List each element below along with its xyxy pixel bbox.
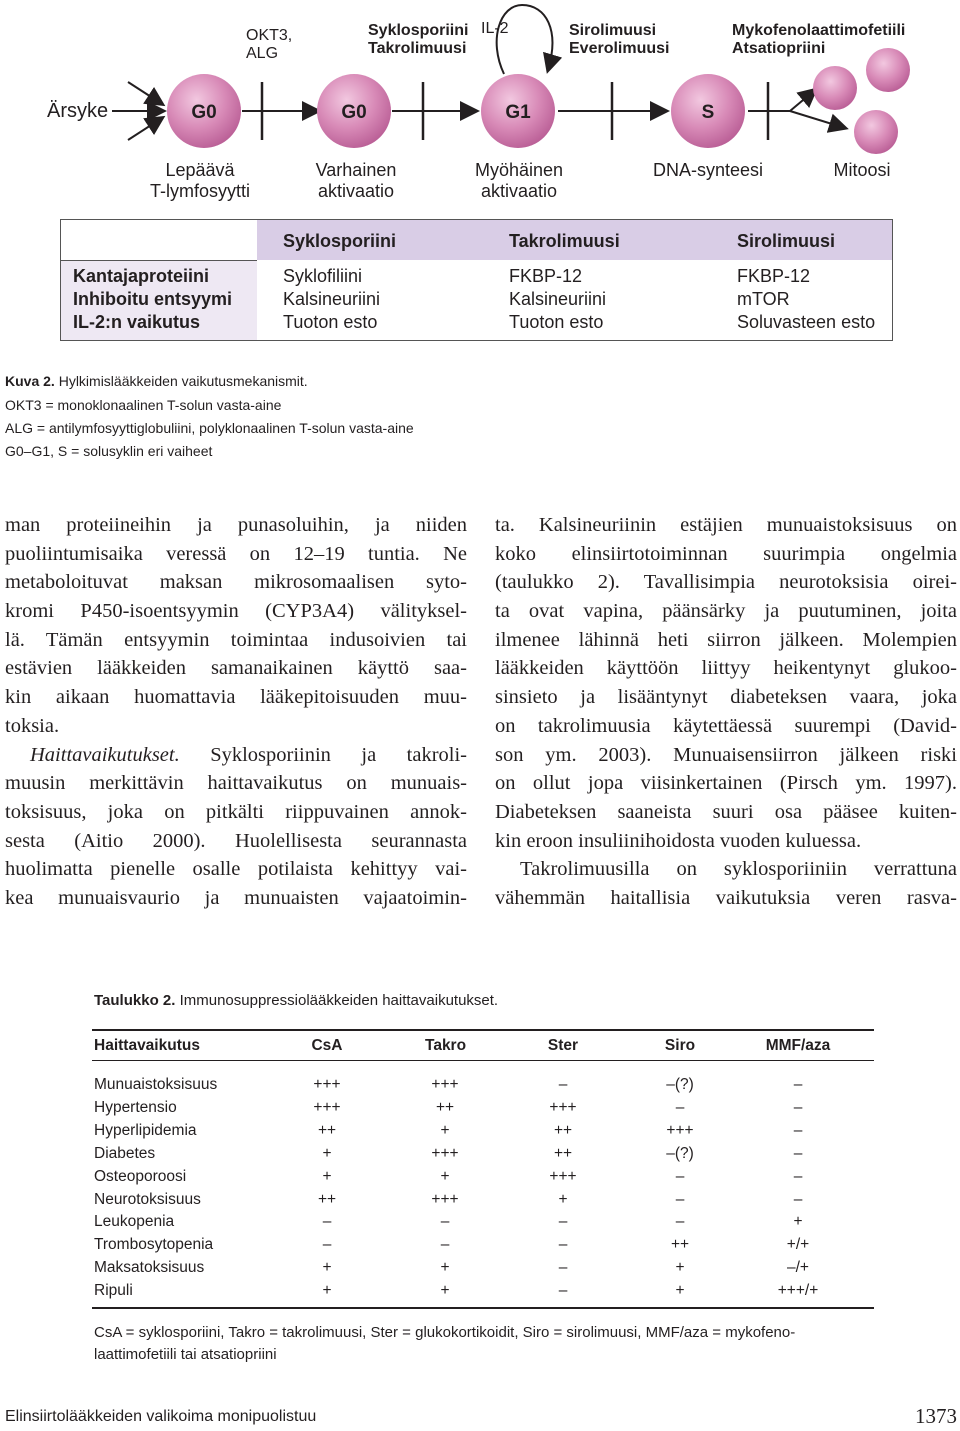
table-cell-value: +++: [313, 1076, 341, 1093]
stage-label-early: Varhainen aktivaatio: [315, 160, 397, 201]
table-header: CsA: [311, 1037, 343, 1054]
table-cell-value: –/+: [787, 1259, 809, 1277]
table-cell-value: +/+: [786, 1236, 810, 1254]
body-column-left: [5, 511, 467, 913]
body-line: vähemmän haitallisia vaikutuksia veren rasva-: [495, 886, 957, 909]
drug-sirolimus-everolimus: Sirolimuusi Everolimuusi: [569, 22, 670, 57]
table-cell-effect: Hyperlipidemia: [94, 1121, 197, 1139]
table-header: Siro: [664, 1037, 696, 1054]
table-cell-value: +++: [431, 1076, 459, 1093]
table-top-rule: [92, 1029, 874, 1031]
table-row: [0, 1122, 960, 1145]
il2-label: IL-2: [481, 20, 509, 37]
table-cell-value: –: [322, 1236, 332, 1254]
table-cell-value: –: [675, 1190, 685, 1208]
body-line: kin eroon insuliinihoidosta vuoden kuluessa.: [495, 829, 862, 852]
table-cell-value: –: [675, 1213, 685, 1231]
daughter-cell-circle-2: [813, 66, 857, 110]
body-line: Takrolimuusilla on syklosporiiniin verrattuna: [520, 858, 957, 881]
table-cell-value: +++: [549, 1098, 577, 1116]
table-cell-value: +++: [666, 1121, 694, 1139]
body-line: metaboloituvat maksan mikrosomaalisen syto-: [5, 571, 467, 594]
table-cell-value: –: [793, 1167, 803, 1185]
table-footnote: CsA = syklosporiini, Takro = takrolimuusi, Ster = glukokortikoidit, Siro = sirolimuusi, MMF/aza = mykofeno- laattimofetiili tai atsatiopriini: [94, 1324, 796, 1363]
body-line: estävien lääkkeiden samanaikainen käyttö saa-: [5, 657, 467, 680]
body-line: kea munuaisvaurio ja munuaisten vajaatoimin-: [5, 886, 467, 909]
table-cell-value: ++: [317, 1121, 337, 1139]
table-row: [0, 1076, 960, 1099]
body-line: sesta (Aitio 2000). Huolellisesta seurannasta: [5, 829, 467, 852]
table-bottom-rule: [92, 1307, 874, 1309]
body-line: sinsieto ja lisääntynyt diabeteksen vaara, joka: [495, 686, 957, 709]
table-row: [0, 1282, 960, 1305]
table-title: Taulukko 2. Immunosuppressiolääkkeiden haittavaikutukset.: [94, 992, 499, 1009]
mechanism-figure: [0, 0, 960, 360]
body-line: (taulukko 2). Tavallisimpia neurotoksisia oirei-: [495, 571, 957, 594]
table-cell-value: –: [675, 1167, 685, 1185]
table-cell-value: +: [322, 1167, 332, 1185]
table-cell-value: +: [440, 1259, 450, 1277]
table-header: Takro: [425, 1037, 467, 1054]
table-cell-value: ++: [553, 1121, 573, 1139]
body-line: ta. Kalsineuriinin estäjien munuaistoksisuus on: [495, 514, 957, 536]
table-cell-effect: Trombosytopenia: [94, 1236, 214, 1254]
mech-col-header: Syklosporiini: [283, 231, 397, 251]
body-line: on ollut jopa viisinkertainen (Pirsch ym. 1997).: [495, 772, 957, 795]
table-cell-value: –: [558, 1213, 568, 1231]
mech-cell: Kalsineuriini: [509, 289, 607, 309]
table-cell-value: –: [793, 1076, 803, 1093]
table-row: [0, 1168, 960, 1191]
table-cell-effect: Hypertensio: [94, 1098, 177, 1116]
body-line: lä. Tämän entsyymin toimintaa indusoivien tai: [5, 628, 467, 651]
table-cell-value: –: [793, 1098, 803, 1116]
body-column-right: [495, 511, 957, 913]
body-line: lääkkeiden käyttöön liittyy heikentynyt glukoo-: [495, 657, 957, 680]
table-cell-effect: Ripuli: [94, 1282, 133, 1300]
stage-label-resting: Lepäävä T-lymfosyytti: [149, 160, 250, 201]
table-cell-effect: Leukopenia: [94, 1213, 175, 1231]
table-cell-value: –: [440, 1213, 450, 1231]
table-row: [0, 1213, 960, 1236]
table-row: [0, 1099, 960, 1122]
section-heading: Haittavaikutukset.: [30, 743, 180, 766]
figure-caption-line: G0–G1, S = solusyklin eri vaiheet: [5, 443, 213, 459]
table-header: Haittavaikutus: [94, 1037, 200, 1054]
table-cell-effect: Maksatoksisuus: [94, 1259, 205, 1277]
mechanism-table: [60, 219, 893, 341]
phase-label-2: G0: [341, 102, 367, 123]
body-line: ta ovat vapina, päänsärky ja puutuminen, joita: [495, 600, 957, 623]
stage-label-dna: DNA-synteesi: [652, 160, 764, 180]
table-cell-value: +: [440, 1121, 450, 1139]
table-cell-value: +: [675, 1259, 685, 1277]
table-cell-value: –: [558, 1236, 568, 1254]
table-cell-value: –: [322, 1213, 332, 1231]
table-header-rule: [92, 1060, 874, 1061]
drug-okt3-alg: OKT3, ALG: [246, 27, 293, 62]
table-cell-value: ++: [435, 1098, 455, 1116]
table-cell-effect: Diabetes: [94, 1144, 156, 1162]
table-cell-value: –: [675, 1098, 685, 1116]
table-cell-value: –: [793, 1144, 803, 1162]
daughter-cell-circle-3: [854, 110, 898, 154]
mech-cell: Kalsineuriini: [283, 289, 381, 309]
body-line: Diabeteksen saaneista suuri osa pääsee kuiten-: [495, 800, 957, 823]
table-header: Ster: [547, 1037, 579, 1054]
table-cell-value: +: [322, 1144, 332, 1162]
stimulus-label: Ärsyke: [47, 100, 109, 122]
body-line: muusin merkittävin haittavaikutus on munuais-: [5, 772, 467, 795]
phase-label-3: G1: [505, 102, 531, 123]
table-cell-value: +: [558, 1190, 568, 1208]
mech-col-header: Sirolimuusi: [737, 231, 836, 251]
table-cell-value: +++: [431, 1144, 459, 1162]
table-cell-value: –: [558, 1282, 568, 1300]
body-line: koko elinsiirtotoiminnan suurimpia ongelmia: [495, 542, 957, 565]
table-cell-value: ++: [670, 1236, 690, 1254]
mech-col-header: Takrolimuusi: [509, 231, 620, 251]
mech-row-label: Inhiboitu entsyymi: [73, 289, 233, 309]
table-cell-value: –(?): [666, 1144, 694, 1162]
phase-label-1: G0: [191, 102, 217, 123]
table-row: [0, 1191, 960, 1214]
body-line: man proteiineihin ja punasoluihin, ja niiden: [5, 514, 467, 536]
page-number: 1373: [915, 1404, 957, 1428]
figure-caption-line: ALG = antilymfosyyttiglobuliini, polyklonaalinen T-solun vasta-aine: [5, 420, 414, 436]
table-cell-value: +++: [313, 1098, 341, 1116]
mech-cell: FKBP-12: [737, 266, 811, 286]
body-line: son ym. 2003). Munuaisensiirron jälkeen riski: [495, 743, 957, 766]
table-cell-value: +++: [549, 1167, 577, 1185]
table-cell-value: +++: [431, 1190, 459, 1208]
table-cell-value: ++: [553, 1144, 573, 1162]
table-cell-value: –: [440, 1236, 450, 1254]
table-cell-value: +: [440, 1282, 450, 1300]
drug-cyclosporine-tacrolimus: Syklosporiini Takrolimuusi: [368, 22, 469, 57]
table-cell-effect: Neurotoksisuus: [94, 1190, 201, 1208]
mech-cell: Syklofiliini: [283, 266, 363, 286]
mech-cell: Tuoton esto: [509, 312, 604, 332]
figure-caption-title: Kuva 2. Hylkimislääkkeiden vaikutusmekanismit.: [5, 373, 308, 389]
table-row: [0, 1145, 960, 1168]
table-cell-value: +++/+: [777, 1282, 819, 1300]
table-cell-value: +: [675, 1282, 685, 1300]
table-header: MMF/aza: [765, 1037, 831, 1054]
body-line: puoliintumisaika veressä on 12–19 tuntia. Ne: [5, 542, 467, 565]
mech-row-label: Kantajaproteiini: [73, 266, 210, 286]
stage-label-late: Myöhäinen aktivaatio: [474, 160, 564, 201]
stage-label-mitosis: Mitoosi: [833, 160, 891, 180]
table-cell-effect: Osteoporoosi: [94, 1167, 187, 1185]
mech-cell: Soluvasteen esto: [737, 312, 876, 332]
table-cell-value: +: [322, 1282, 332, 1300]
mech-cell: Tuoton esto: [283, 312, 378, 332]
body-line: huolimatta pienelle osalle potilaista kehittyy vai-: [5, 858, 467, 881]
table-cell-value: –: [793, 1190, 803, 1208]
body-line: toksia.: [5, 714, 60, 737]
mech-cell: mTOR: [737, 289, 790, 309]
table-cell-value: –: [558, 1259, 568, 1277]
table-cell-value: +: [793, 1213, 803, 1231]
table-row: [0, 1236, 960, 1259]
figure-caption-line: OKT3 = monoklonaalinen T-solun vasta-aine: [5, 397, 282, 413]
body-line: ilmenee lähinnä heti siirron jälkeen. Molempien: [495, 628, 957, 651]
table-row: [0, 1259, 960, 1282]
table-cell-value: +: [322, 1259, 332, 1277]
table-cell-value: –(?): [666, 1076, 694, 1093]
mech-cell: FKBP-12: [509, 266, 583, 286]
section-heading-line: Haittavaikutukset. Syklosporiinin ja takroli-: [30, 743, 467, 766]
body-line: kin aikaan huomattavia lääkepitoisuuden muu-: [5, 686, 467, 709]
table-cell-value: +: [440, 1167, 450, 1185]
mech-row-label: IL-2:n vaikutus: [73, 312, 201, 332]
running-footer-title: Elinsiirtolääkkeiden valikoima monipuolistuu: [5, 1408, 317, 1425]
body-line: kromi P450-isoentsyymin (CYP3A4) välityksel-: [5, 600, 467, 623]
table-cell-value: –: [558, 1076, 568, 1093]
table-cell-value: ++: [317, 1190, 337, 1208]
table-cell-effect: Munuaistoksisuus: [94, 1076, 218, 1093]
body-line: on takrolimuusia käytettäessä suurempi (David-: [495, 714, 957, 737]
drug-mmf-azathioprine: Mykofenolaattimofetiili Atsatiopriini: [732, 22, 906, 57]
table-cell-value: –: [793, 1121, 803, 1139]
phase-label-4: S: [701, 102, 715, 123]
body-line: toksisuus, joka on pitkälti riippuvainen annok-: [5, 800, 467, 823]
